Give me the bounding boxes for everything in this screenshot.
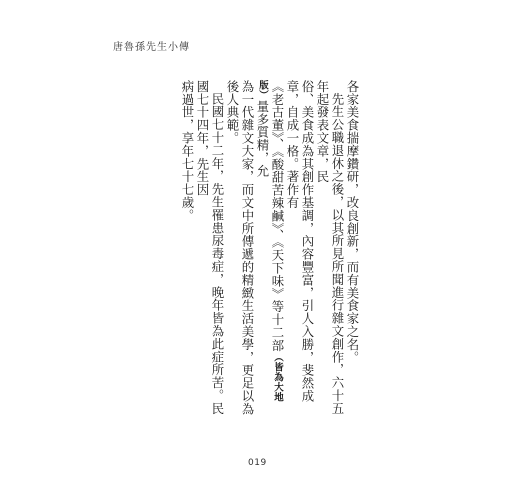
publisher-note: （皆為大地版） — [257, 80, 283, 402]
text-column-1: 各家美食揣摩鑽研，改良創新，而有美食家之名。 — [345, 80, 360, 364]
text-column-3: 俗、美食成為其創作基調，內容豐富，引人入勝，斐然成章，自成一格。著作有 — [285, 80, 315, 403]
text-column-2-content: 先生公職退休之後，以其所見所聞進行雜文創作，六十五年起發表文章，民 — [315, 80, 345, 415]
text-column-4-content: 《老古董》、《酸甜苦辣鹹》、《天下味》等十二部 — [270, 80, 285, 352]
body-text — [180, 80, 360, 416]
text-column-5: 為一代雜文大家，而文中所傳遞的精緻生活美學，更足以為後人典範。 — [225, 80, 255, 416]
text-column-6-content: 民國七十二年，先生罹患尿毒症，晚年皆為此症所苦。民國七十四年，先生因 — [195, 80, 225, 415]
text-column-4 — [255, 80, 285, 416]
text-column-2 — [315, 80, 345, 416]
text-column-4-tail: 量多質精，允 — [255, 100, 270, 178]
text-column-7: 病過世，享年七十七歲。 — [180, 80, 195, 222]
running-header: 唐魯孫先生小傳 — [113, 42, 190, 53]
text-column-6 — [195, 80, 225, 416]
page-number: 019 — [248, 458, 267, 468]
